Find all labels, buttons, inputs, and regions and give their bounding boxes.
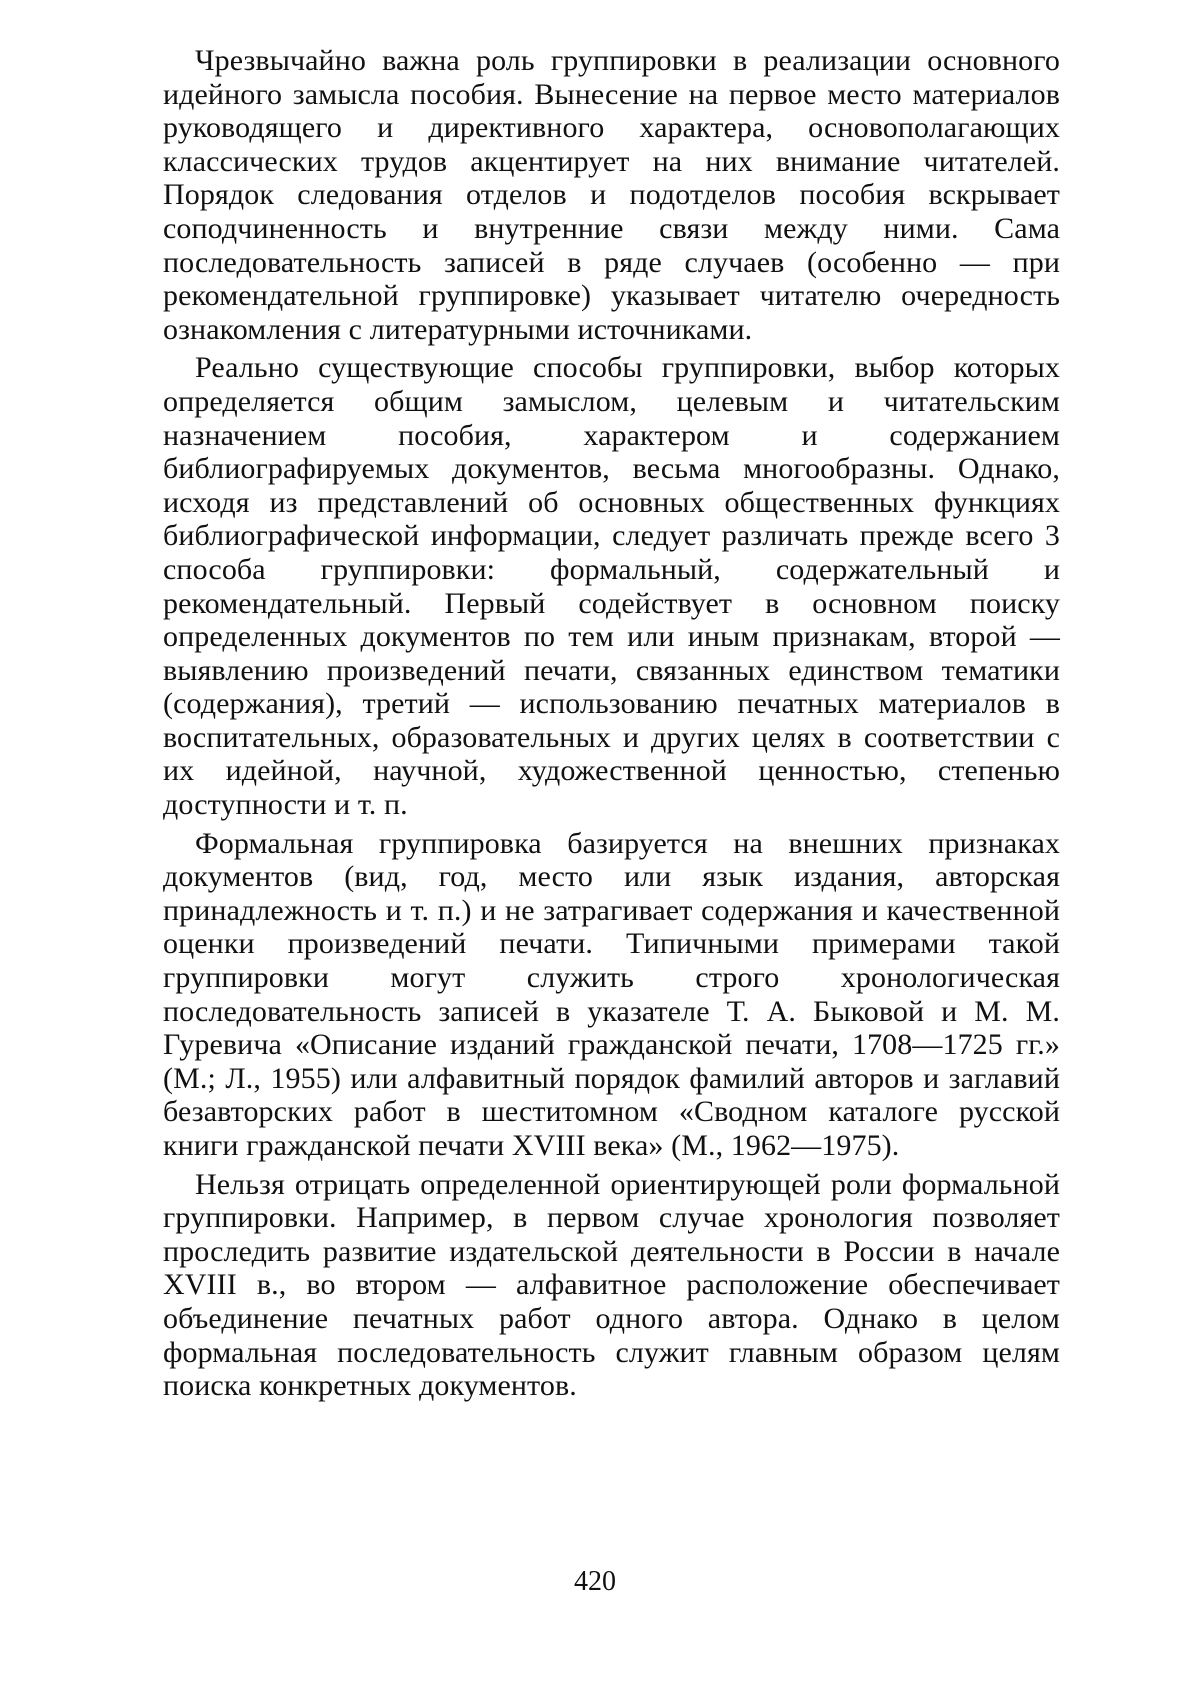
paragraph-4: Нельзя отрицать определенной ориентирующей роли формальной группировки. Например, в первом случае хронология позволяет проследить развитие издательской деятельности в России в начале XVIII в., во втором — алфавитное расположение обеспечивает объединение печатных работ одного автора. Однако в целом формальная последовательность служит главным образом целям поиска конкретных документов. [163,1167,1060,1403]
page-body [163,44,1060,1403]
paragraph-1: Чрезвычайно важна роль группировки в реализации основного идейного замысла пособия. Вынесение на первое место материалов руководящего и директивного характера, основополагающих классических трудов акцентирует на них внимание читателей. Порядок следования отделов и подотделов пособия вскрывает соподчиненность и внутренние связи между ними. Сама последовательность записей в ряде случаев (особенно — при рекомендательной группировке) указывает читателю очередность ознакомления с литературными источниками. [163,44,1060,346]
paragraph-2: Реально существующие способы группировки, выбор которых определяется общим замыслом, целевым и читательским назначением пособия, характером и содержанием библиографируемых документов, весьма многообразны. Однако, исходя из представлений об основных общественных функциях библиографической информации, следует различать прежде всего 3 способа группировки: формальный, содержательный и рекомендательный. Первый содействует в основном поиску определенных документов по тем или иным признакам, второй — выявлению произведений печати, связанных единством тематики (содержания), третий — использованию печатных материалов в воспитательных, образовательных и других целях в соответствии с их идейной, научной, художественной ценностью, степенью доступности и т. п. [163,351,1060,822]
page-number: 420 [574,1566,616,1597]
paragraph-3: Формальная группировка базируется на внешних признаках документов (вид, год, место или язык издания, авторская принадлежность и т. п.) и не затрагивает содержания и качественной оценки произведений печати. Типичными примерами такой группировки могут служить строго хронологическая последовательность записей в указателе Т. А. Быковой и М. М. Гуревича «Описание изданий гражданской печати, 1708—1725 гг.» (М.; Л., 1955) или алфавитный порядок фамилий авторов и заглавий безавторских работ в шеститомном «Сводном каталоге русской книги гражданской печати XVIII века» (М., 1962—1975). [163,826,1060,1162]
